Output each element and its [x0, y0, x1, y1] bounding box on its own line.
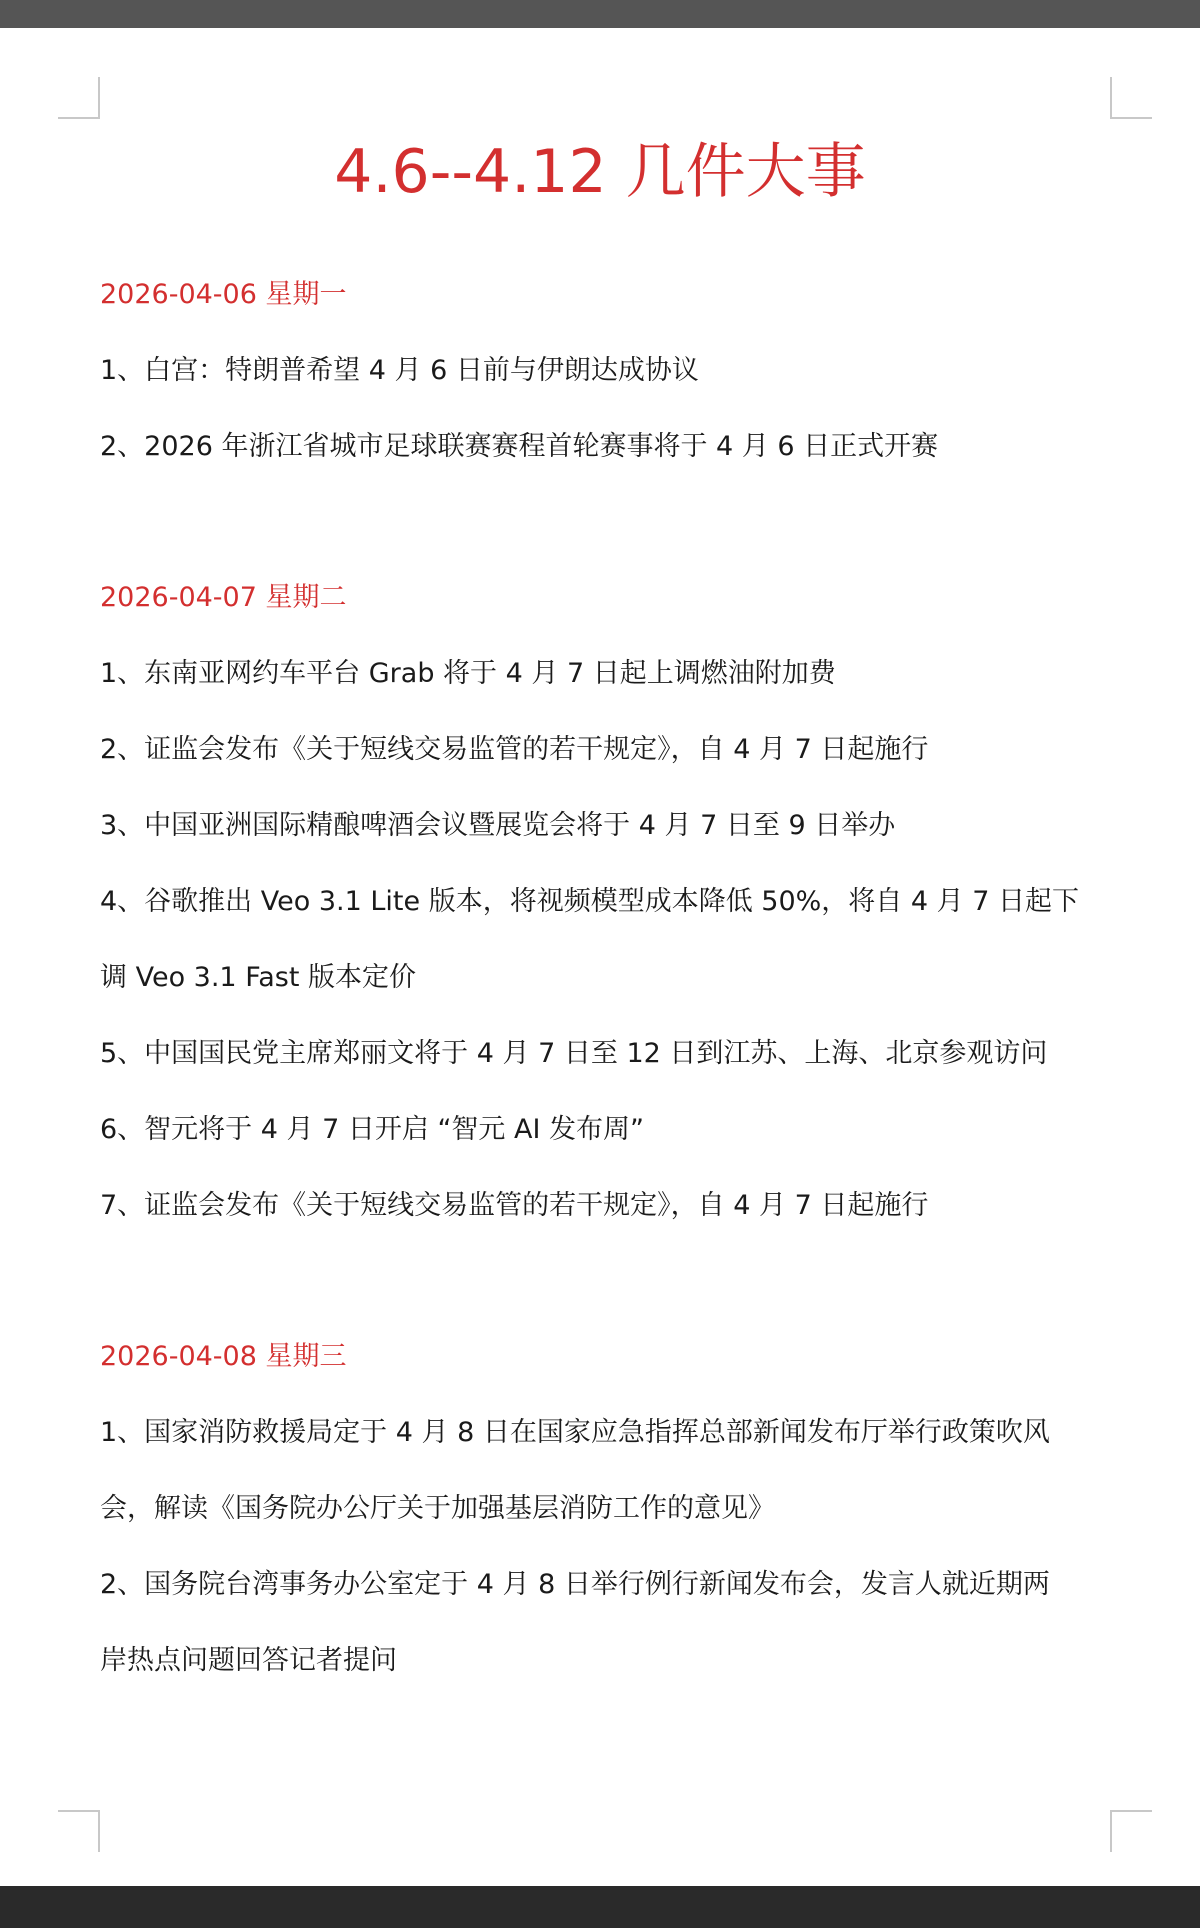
page-corner-mark-bottom-right: [1110, 1810, 1152, 1852]
list-item-continuation: 调 Veo 3.1 Fast 版本定价: [100, 962, 417, 993]
list-item-continuation: 岸热点问题回答记者提问: [100, 1645, 397, 1676]
section-date: 2026-04-06 星期一: [100, 279, 347, 310]
list-item-continuation: 会，解读《国务院办公厅关于加强基层消防工作的意见》: [100, 1493, 775, 1524]
list-item: 4、谷歌推出 Veo 3.1 Lite 版本，将视频模型成本降低 50%，将自 4 月 7 日起下: [100, 886, 1079, 917]
list-item: 1、东南亚网约车平台 Grab 将于 4 月 7 日起上调燃油附加费: [100, 658, 836, 689]
list-item: 2、证监会发布《关于短线交易监管的若干规定》，自 4 月 7 日起施行: [100, 734, 929, 765]
list-item: 2、国务院台湾事务办公室定于 4 月 8 日举行例行新闻发布会，发言人就近期两: [100, 1569, 1050, 1600]
page-corner-mark-bottom-left: [58, 1810, 100, 1852]
list-item: 5、中国国民党主席郑丽文将于 4 月 7 日至 12 日到江苏、上海、北京参观访问: [100, 1038, 1048, 1069]
list-item: 6、智元将于 4 月 7 日开启 “智元 AI 发布周”: [100, 1114, 645, 1145]
section-date: 2026-04-08 星期三: [100, 1341, 347, 1372]
list-item: 7、证监会发布《关于短线交易监管的若干规定》，自 4 月 7 日起施行: [100, 1190, 929, 1221]
list-item: 2、2026 年浙江省城市足球联赛赛程首轮赛事将于 4 月 6 日正式开赛: [100, 431, 939, 462]
page-corner-mark-top-right: [1110, 77, 1152, 119]
list-item: 1、白宫：特朗普希望 4 月 6 日前与伊朗达成协议: [100, 355, 699, 386]
list-item: 1、国家消防救援局定于 4 月 8 日在国家应急指挥总部新闻发布厅举行政策吹风: [100, 1417, 1050, 1448]
page-corner-mark-top-left: [58, 77, 100, 119]
document-title: 4.6--4.12 几件大事: [334, 137, 866, 207]
bottom-bar: [0, 1886, 1200, 1928]
section-date: 2026-04-07 星期二: [100, 582, 347, 613]
list-item: 3、中国亚洲国际精酿啤酒会议暨展览会将于 4 月 7 日至 9 日举办: [100, 810, 896, 841]
